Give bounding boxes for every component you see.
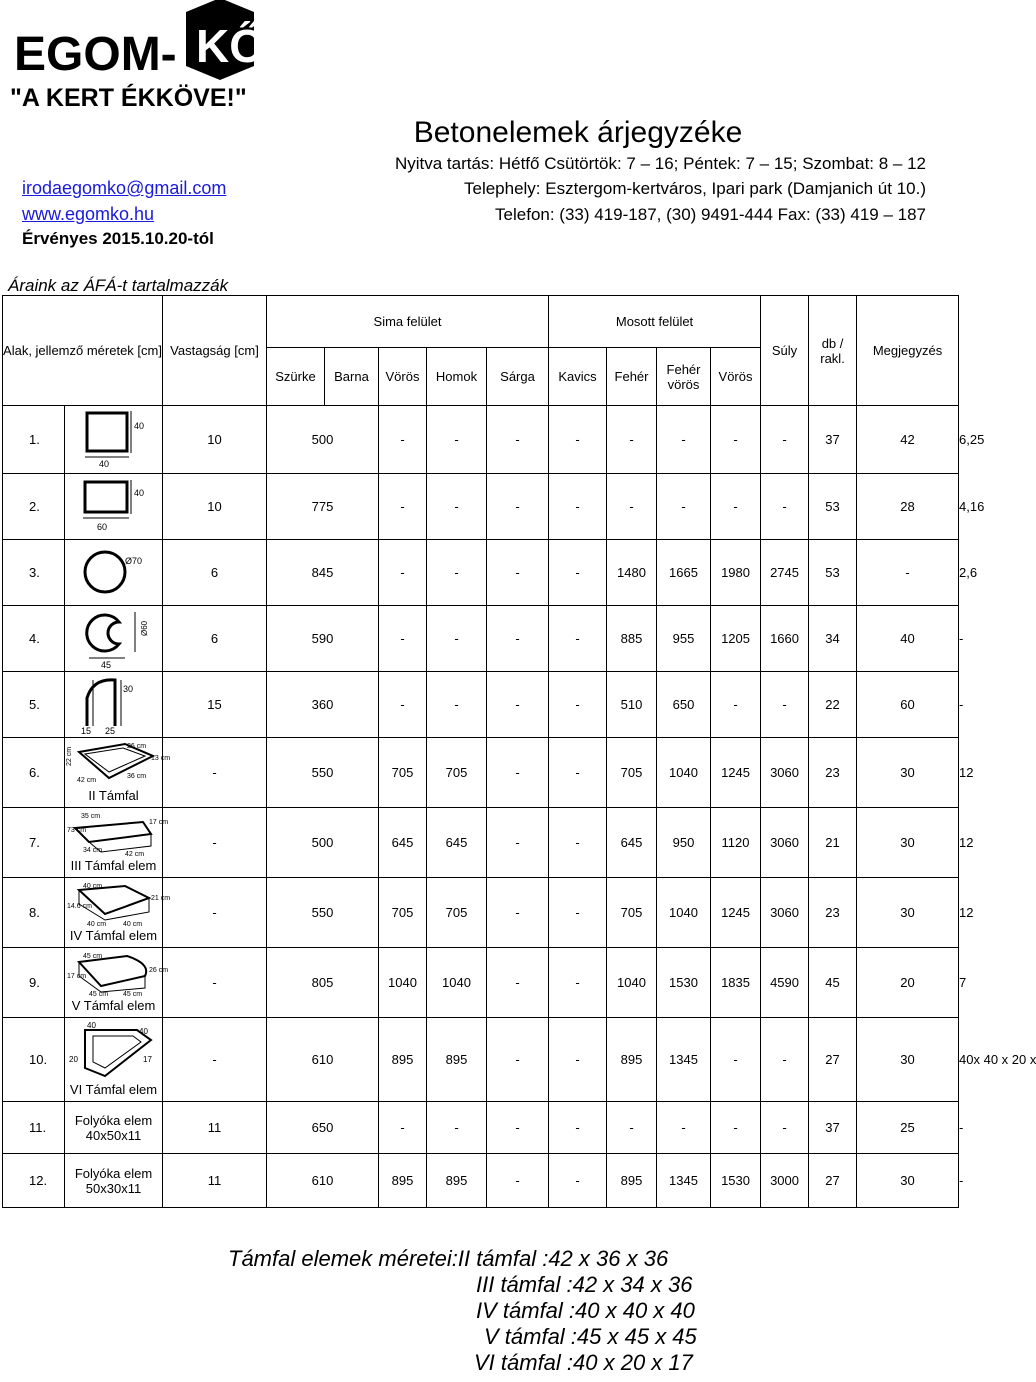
phone-numbers: Telefon: (33) 419-187, (30) 9491-444 Fax: (33) 419 – 187 [495, 205, 926, 224]
header-col-kavics: Kavics [549, 348, 607, 406]
price-cell: 1980 [711, 540, 761, 606]
weight-cell: 34 [809, 606, 857, 672]
weight-cell: 37 [809, 406, 857, 474]
svg-text:40: 40 [133, 420, 144, 431]
egom-ko-logo [6, 4, 265, 114]
price-cell: 3060 [761, 738, 809, 808]
shape-caption: Folyóka elem 50x30x11 [74, 1165, 153, 1196]
shape-drawing-svg [65, 882, 171, 928]
price-cell: - [549, 878, 607, 948]
price-cell: - [379, 606, 427, 672]
validity-date: Érvényes 2015.10.20-tól [22, 229, 214, 248]
price-cell: 1660 [761, 606, 809, 672]
price-cell: - [487, 406, 549, 474]
price-cell: 1345 [657, 1018, 711, 1102]
website-link[interactable]: www.egomko.hu [22, 204, 155, 224]
pallet-cell: 25 [857, 1102, 959, 1154]
svg-text:40 cm: 40 cm [123, 921, 143, 928]
thickness-cell: 6 [163, 606, 267, 672]
pallet-cell: 30 [857, 808, 959, 878]
weight-cell: 53 [809, 474, 857, 540]
price-cell: 500 [267, 406, 379, 474]
price-cell: - [549, 808, 607, 878]
shape-drawing-svg [79, 608, 149, 670]
price-cell: 650 [267, 1102, 379, 1154]
price-cell: 645 [607, 808, 657, 878]
row-number: 2. [3, 474, 65, 540]
row-number: 1. [3, 406, 65, 474]
price-cell: 1480 [607, 540, 657, 606]
svg-text:34 cm: 34 cm [83, 847, 103, 854]
price-cell: - [761, 474, 809, 540]
table-row: 4. 45 Ø60 6 590 - - - - 885 955 1205 1660 34 40 - [3, 606, 959, 672]
shape-drawing [65, 1022, 162, 1082]
svg-text:13 cm: 13 cm [151, 755, 171, 762]
pallet-cell: 40 [857, 606, 959, 672]
shape-cell [65, 738, 171, 808]
price-cell: - [379, 406, 427, 474]
price-cell: 2745 [761, 540, 809, 606]
price-cell: - [549, 738, 607, 808]
shape-drawing [65, 608, 162, 670]
shape-drawing [65, 548, 162, 598]
header-smooth: Sima felület [267, 296, 549, 348]
price-cell: - [607, 1102, 657, 1154]
price-cell: - [487, 808, 549, 878]
shape-cell [65, 672, 163, 738]
pallet-cell: 60 [857, 672, 959, 738]
shape-cell [65, 948, 169, 1018]
thickness-cell: 6 [163, 540, 267, 606]
svg-text:45 cm: 45 cm [123, 991, 143, 998]
shape-drawing-svg [65, 742, 171, 788]
price-cell: - [487, 474, 549, 540]
price-cell: - [761, 1102, 809, 1154]
weight-cell: 37 [809, 1102, 857, 1154]
svg-text:14.6 cm: 14.6 cm [67, 903, 92, 910]
table-row: 5. 30 15 25 15 360 - - - - 510 650 - - 22 60 - [3, 672, 959, 738]
pallet-cell: 30 [857, 878, 959, 948]
svg-text:KŐ: KŐ [196, 20, 265, 72]
svg-text:30: 30 [122, 683, 133, 694]
price-cell: 1040 [379, 948, 427, 1018]
thickness-cell: - [163, 948, 267, 1018]
header-col-szurke: Szürke [267, 348, 325, 406]
price-cell: - [487, 878, 549, 948]
price-cell: - [379, 672, 427, 738]
price-cell: - [761, 1018, 809, 1102]
price-cell: - [379, 540, 427, 606]
price-cell: 1040 [657, 738, 711, 808]
shape-drawing [65, 952, 169, 998]
thickness-cell: 10 [163, 474, 267, 540]
price-cell: 610 [267, 1154, 379, 1208]
svg-text:20: 20 [69, 1055, 78, 1064]
shape-cell [65, 1154, 163, 1208]
price-cell: - [711, 1018, 761, 1102]
price-cell: - [427, 606, 487, 672]
price-cell: 705 [607, 878, 657, 948]
price-cell: 360 [267, 672, 379, 738]
row-number: 11. [3, 1102, 65, 1154]
price-cell: - [487, 1102, 549, 1154]
pallet-cell: - [857, 540, 959, 606]
price-cell: 1205 [711, 606, 761, 672]
header-weight: Súly [761, 296, 809, 406]
shape-drawing [65, 742, 171, 788]
vat-note: Áraink az ÁFÁ-t tartalmazzák [8, 276, 229, 295]
price-cell: 895 [607, 1154, 657, 1208]
row-number: 8. [3, 878, 65, 948]
price-cell: 705 [427, 878, 487, 948]
price-cell: 895 [607, 1018, 657, 1102]
svg-text:17 cm: 17 cm [149, 819, 169, 826]
table-row: 1. 40 40 10 500 - - - - - - - - 37 42 6,25 [3, 406, 959, 474]
thickness-cell: 11 [163, 1102, 267, 1154]
shape-caption: III Támfal elem [70, 858, 157, 873]
price-cell: - [549, 540, 607, 606]
header-per-pallet: db / rakl. [809, 296, 857, 406]
price-cell: - [549, 948, 607, 1018]
weight-cell: 22 [809, 672, 857, 738]
price-cell: - [607, 406, 657, 474]
footer-line: III támfal :42 x 34 x 36 [476, 1272, 693, 1297]
price-cell: - [549, 1102, 607, 1154]
shape-cell [65, 1102, 163, 1154]
row-number: 3. [3, 540, 65, 606]
price-cell: - [549, 474, 607, 540]
price-cell: 1040 [607, 948, 657, 1018]
price-cell: 1530 [657, 948, 711, 1018]
price-cell: 590 [267, 606, 379, 672]
price-cell: 1345 [657, 1154, 711, 1208]
svg-text:42 cm: 42 cm [77, 777, 97, 784]
shape-drawing-svg [79, 548, 149, 598]
svg-text:40 cm: 40 cm [87, 921, 107, 928]
price-cell: - [487, 948, 549, 1018]
shape-cell [65, 406, 163, 474]
price-cell: - [487, 672, 549, 738]
price-cell: 950 [657, 808, 711, 878]
price-cell: - [549, 406, 607, 474]
svg-text:26 cm: 26 cm [149, 967, 169, 974]
shape-cell [65, 808, 169, 878]
price-cell: - [427, 1102, 487, 1154]
row-number: 9. [3, 948, 65, 1018]
price-cell: 610 [267, 1018, 379, 1102]
svg-text:73 cm: 73 cm [67, 827, 87, 834]
price-cell: 1120 [711, 808, 761, 878]
price-cell: 845 [267, 540, 379, 606]
header-shape: Alak, jellemző méretek [cm] [3, 296, 163, 406]
header-col-feher-voros: Fehér vörös [657, 348, 711, 406]
shape-drawing [65, 812, 169, 858]
svg-text:40 cm: 40 cm [83, 883, 103, 890]
svg-text:40: 40 [139, 1027, 148, 1036]
price-cell: 550 [267, 878, 379, 948]
svg-text:36 cm: 36 cm [127, 773, 147, 780]
svg-text:60: 60 [96, 521, 107, 532]
table-row: 10. 40 40 20 17 VI Támfal elem - 610 895 895 - - 895 1345 - - 27 30 40x 40 x 20 x [3, 1018, 959, 1102]
price-cell: - [549, 1018, 607, 1102]
price-cell: - [761, 672, 809, 738]
table-row: 2. 40 60 10 775 - - - - - - - - 53 28 4,16 [3, 474, 959, 540]
header-col-sarga: Sárga [487, 348, 549, 406]
table-row: 9. 45 cm 17 cm 26 cm 45 cm 45 cm V Támfal elem - 805 1040 1040 - - 1040 1530 1835 4590 45 20 7 [3, 948, 959, 1018]
price-cell: 650 [657, 672, 711, 738]
price-cell: - [427, 406, 487, 474]
shape-caption: II Támfal [88, 788, 139, 803]
thickness-cell: 11 [163, 1154, 267, 1208]
header-col-barna: Barna [325, 348, 379, 406]
shape-caption: Folyóka elem 40x50x11 [74, 1112, 153, 1143]
thickness-cell: - [163, 738, 267, 808]
svg-text:15: 15 [80, 725, 91, 736]
email-link[interactable]: irodaegomko@gmail.com [22, 178, 227, 198]
price-cell: 885 [607, 606, 657, 672]
price-cell: 895 [379, 1018, 427, 1102]
table-row: 6. 22 cm 26 cm 13 cm 42 cm 36 cm II Támfal - 550 705 705 - - 705 1040 1245 3060 23 30 12 [3, 738, 959, 808]
shape-cell [65, 474, 163, 540]
opening-hours: Nyitva tartás: Hétfő Csütörtök: 7 – 16; Péntek: 7 – 15; Szombat: 8 – 12 [394, 154, 926, 173]
shape-drawing [65, 476, 162, 538]
table-row: 11. Folyóka elem 40x50x11 11 650 - - - - - - - - 37 25 - [3, 1102, 959, 1154]
weight-cell: 23 [809, 738, 857, 808]
row-number: 10. [3, 1018, 65, 1102]
price-cell: - [379, 474, 427, 540]
footer-line: IV támfal :40 x 40 x 40 [476, 1298, 695, 1323]
row-number: 6. [3, 738, 65, 808]
shape-drawing-svg [79, 409, 149, 471]
shape-caption: VI Támfal elem [69, 1082, 158, 1097]
price-cell: - [657, 1102, 711, 1154]
price-cell: 1530 [711, 1154, 761, 1208]
weight-cell: 27 [809, 1018, 857, 1102]
shape-cell [65, 540, 163, 606]
svg-text:40: 40 [87, 1021, 96, 1030]
price-cell: 705 [427, 738, 487, 808]
price-cell: 895 [427, 1154, 487, 1208]
price-cell: 4590 [761, 948, 809, 1018]
shape-drawing [65, 409, 162, 471]
price-cell: - [427, 672, 487, 738]
price-cell: - [549, 672, 607, 738]
price-cell: - [657, 474, 711, 540]
row-number: 5. [3, 672, 65, 738]
shape-drawing [65, 882, 171, 928]
price-cell: - [487, 1018, 549, 1102]
svg-text:22 cm: 22 cm [66, 746, 73, 766]
price-cell: 3060 [761, 878, 809, 948]
table-row: 12. Folyóka elem 50x30x11 11 610 895 895 - - 895 1345 1530 3000 27 30 - [3, 1154, 959, 1208]
pallet-cell: 30 [857, 1154, 959, 1208]
price-cell: 1665 [657, 540, 711, 606]
shape-drawing-svg [79, 476, 149, 538]
price-cell: 955 [657, 606, 711, 672]
page-title: Betonelemek árjegyzéke [413, 116, 743, 149]
weight-cell: 23 [809, 878, 857, 948]
weight-cell: 45 [809, 948, 857, 1018]
footer-line: Támfal elemek méretei:II támfal :42 x 36 x 36 [228, 1246, 669, 1271]
price-cell: 550 [267, 738, 379, 808]
price-table [2, 295, 1036, 1208]
svg-text:"A KERT ÉKKÖVE!": "A KERT ÉKKÖVE!" [10, 84, 247, 112]
thickness-cell: - [163, 1018, 267, 1102]
svg-text:40: 40 [98, 458, 109, 469]
svg-text:21 cm: 21 cm [151, 895, 171, 902]
shape-caption: V Támfal elem [71, 998, 156, 1013]
price-cell: 1245 [711, 738, 761, 808]
shape-cell [65, 1018, 163, 1102]
price-cell: 895 [379, 1154, 427, 1208]
svg-text:Ø70: Ø70 [124, 555, 142, 566]
price-cell: 3060 [761, 808, 809, 878]
price-cell: - [487, 738, 549, 808]
price-cell: 705 [379, 738, 427, 808]
row-number: 4. [3, 606, 65, 672]
footer-line: V támfal :45 x 45 x 45 [484, 1324, 697, 1349]
header-col-homok: Homok [427, 348, 487, 406]
weight-cell: 53 [809, 540, 857, 606]
svg-text:EGOM-: EGOM- [14, 28, 177, 81]
price-cell: 705 [607, 738, 657, 808]
header-col-voros: Vörös [379, 348, 427, 406]
svg-text:17: 17 [143, 1055, 152, 1064]
thickness-cell: 10 [163, 406, 267, 474]
price-cell: 895 [427, 1018, 487, 1102]
price-cell: 805 [267, 948, 379, 1018]
site-address: Telephely: Esztergom-kertváros, Ipari park (Damjanich út 10.) [463, 179, 926, 198]
pallet-cell: 28 [857, 474, 959, 540]
price-cell: 500 [267, 808, 379, 878]
price-cell: 705 [379, 878, 427, 948]
price-cell: 1835 [711, 948, 761, 1018]
shape-drawing-svg [65, 1022, 163, 1082]
price-cell: 1040 [657, 878, 711, 948]
table-row: 8. 40 cm 14.6 cm 21 cm 40 cm 40 cm IV Támfal elem - 550 705 705 - - 705 1040 1245 3060 23 30 12 [3, 878, 959, 948]
price-cell: - [607, 474, 657, 540]
svg-text:17 cm: 17 cm [67, 973, 87, 980]
price-cell: - [427, 474, 487, 540]
pallet-cell: 30 [857, 738, 959, 808]
shape-drawing-svg [79, 674, 149, 736]
price-cell: - [487, 606, 549, 672]
price-cell: - [379, 1102, 427, 1154]
svg-text:35 cm: 35 cm [81, 813, 101, 820]
price-cell: - [711, 1102, 761, 1154]
header-note: Megjegyzés [857, 296, 959, 406]
price-cell: - [711, 672, 761, 738]
shape-cell [65, 606, 163, 672]
thickness-cell: - [163, 808, 267, 878]
row-number: 7. [3, 808, 65, 878]
price-cell: 510 [607, 672, 657, 738]
svg-text:45 cm: 45 cm [89, 991, 109, 998]
svg-text:45 cm: 45 cm [83, 953, 103, 960]
shape-drawing [65, 674, 162, 736]
price-cell: - [761, 406, 809, 474]
header-col-feher: Fehér [607, 348, 657, 406]
shape-drawing-svg [65, 812, 169, 858]
price-cell: 775 [267, 474, 379, 540]
price-cell: - [711, 406, 761, 474]
svg-text:26 cm: 26 cm [127, 743, 147, 750]
table-row: 7. 35 cm 73 cm 17 cm 34 cm 42 cm III Támfal elem - 500 645 645 - - 645 950 1120 3060 21 30 12 [3, 808, 959, 878]
price-cell: - [549, 606, 607, 672]
price-cell: - [487, 540, 549, 606]
shape-drawing-svg [65, 952, 169, 998]
pallet-cell: 20 [857, 948, 959, 1018]
footer-dimensions [0, 1246, 960, 1376]
shape-cell [65, 878, 171, 948]
price-cell: 3000 [761, 1154, 809, 1208]
price-cell: - [427, 540, 487, 606]
price-cell: - [657, 406, 711, 474]
price-cell: 1245 [711, 878, 761, 948]
row-number: 12. [3, 1154, 65, 1208]
thickness-cell: 15 [163, 672, 267, 738]
svg-text:Ø60: Ø60 [139, 620, 149, 636]
price-cell: - [711, 474, 761, 540]
svg-text:42 cm: 42 cm [125, 851, 145, 858]
pallet-cell: 42 [857, 406, 959, 474]
svg-text:25: 25 [104, 725, 115, 736]
table-row: 3. Ø70 6 845 - - - - 1480 1665 1980 2745 53 - 2,6 [3, 540, 959, 606]
header-col-voros-washed: Vörös [711, 348, 761, 406]
price-cell: 645 [379, 808, 427, 878]
price-cell: - [549, 1154, 607, 1208]
weight-cell: 27 [809, 1154, 857, 1208]
header-thickness: Vastagság [cm] [163, 296, 267, 406]
footer-line: VI támfal :40 x 20 x 17 [474, 1350, 693, 1375]
price-cell: - [487, 1154, 549, 1208]
weight-cell: 21 [809, 808, 857, 878]
header-washed: Mosott felület [549, 296, 761, 348]
shape-caption: IV Támfal elem [69, 928, 158, 943]
thickness-cell: - [163, 878, 267, 948]
svg-text:45: 45 [100, 659, 111, 670]
svg-text:40: 40 [133, 487, 144, 498]
price-cell: 645 [427, 808, 487, 878]
pallet-cell: 30 [857, 1018, 959, 1102]
price-cell: 1040 [427, 948, 487, 1018]
